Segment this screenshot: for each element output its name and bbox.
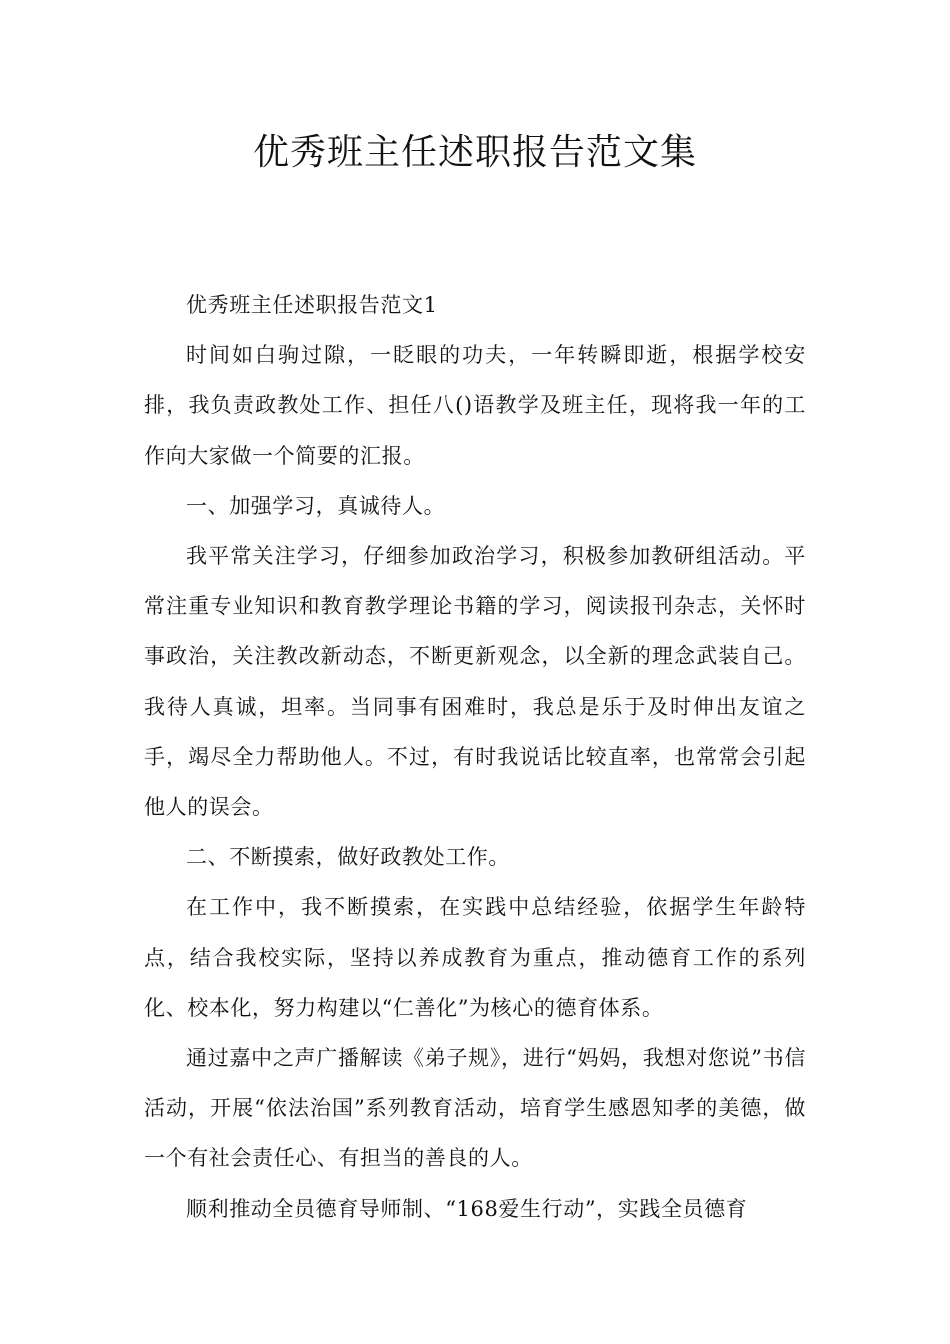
paragraph-activities: 通过嘉中之声广播解读《弟子规》，进行“妈妈，我想对您说”书信活动，开展“依法治国”系列教育活动，培育学生感恩知孝的美德，做一个有社会责任心、有担当的善良的人。	[144, 1046, 806, 1171]
paragraph-intro: 时间如白驹过隙，一眨眼的功夫，一年转瞬即逝，根据学校安排，我负责政教处工作、担任八()语教学及班主任，现将我一年的工作向大家做一个简要的汇报。	[144, 343, 806, 468]
section-heading-study: 一、加强学习，真诚待人。	[186, 493, 446, 518]
paragraph-mentorship: 顺利推动全员德育导师制、“168爱生行动”，实践全员德育	[186, 1196, 748, 1221]
paragraph-study: 我平常关注学习，仔细参加政治学习，积极参加教研组活动。平常注重专业知识和教育教学理论书籍的学习，阅读报刊杂志，关怀时事政治，关注教改新动态，不断更新观念，以全新的理念武装自己。我待人真诚，坦率。当同事有困难时，我总是乐于及时伸出友谊之手，竭尽全力帮助他人。不过，有时我说话比较直率，也常常会引起他人的误会。	[144, 544, 806, 820]
section-heading-1: 优秀班主任述职报告范文1	[186, 293, 438, 317]
document-title: 优秀班主任述职报告范文集	[252, 132, 697, 173]
document-body	[144, 280, 806, 1234]
section-heading-explore: 二、不断摸索，做好政教处工作。	[186, 845, 510, 870]
paragraph-explore: 在工作中，我不断摸索，在实践中总结经验，依据学生年龄特点，结合我校实际，坚持以养成教育为重点，推动德育工作的系列化、校本化，努力构建以“仁善化”为核心的德育体系。	[144, 895, 806, 1020]
